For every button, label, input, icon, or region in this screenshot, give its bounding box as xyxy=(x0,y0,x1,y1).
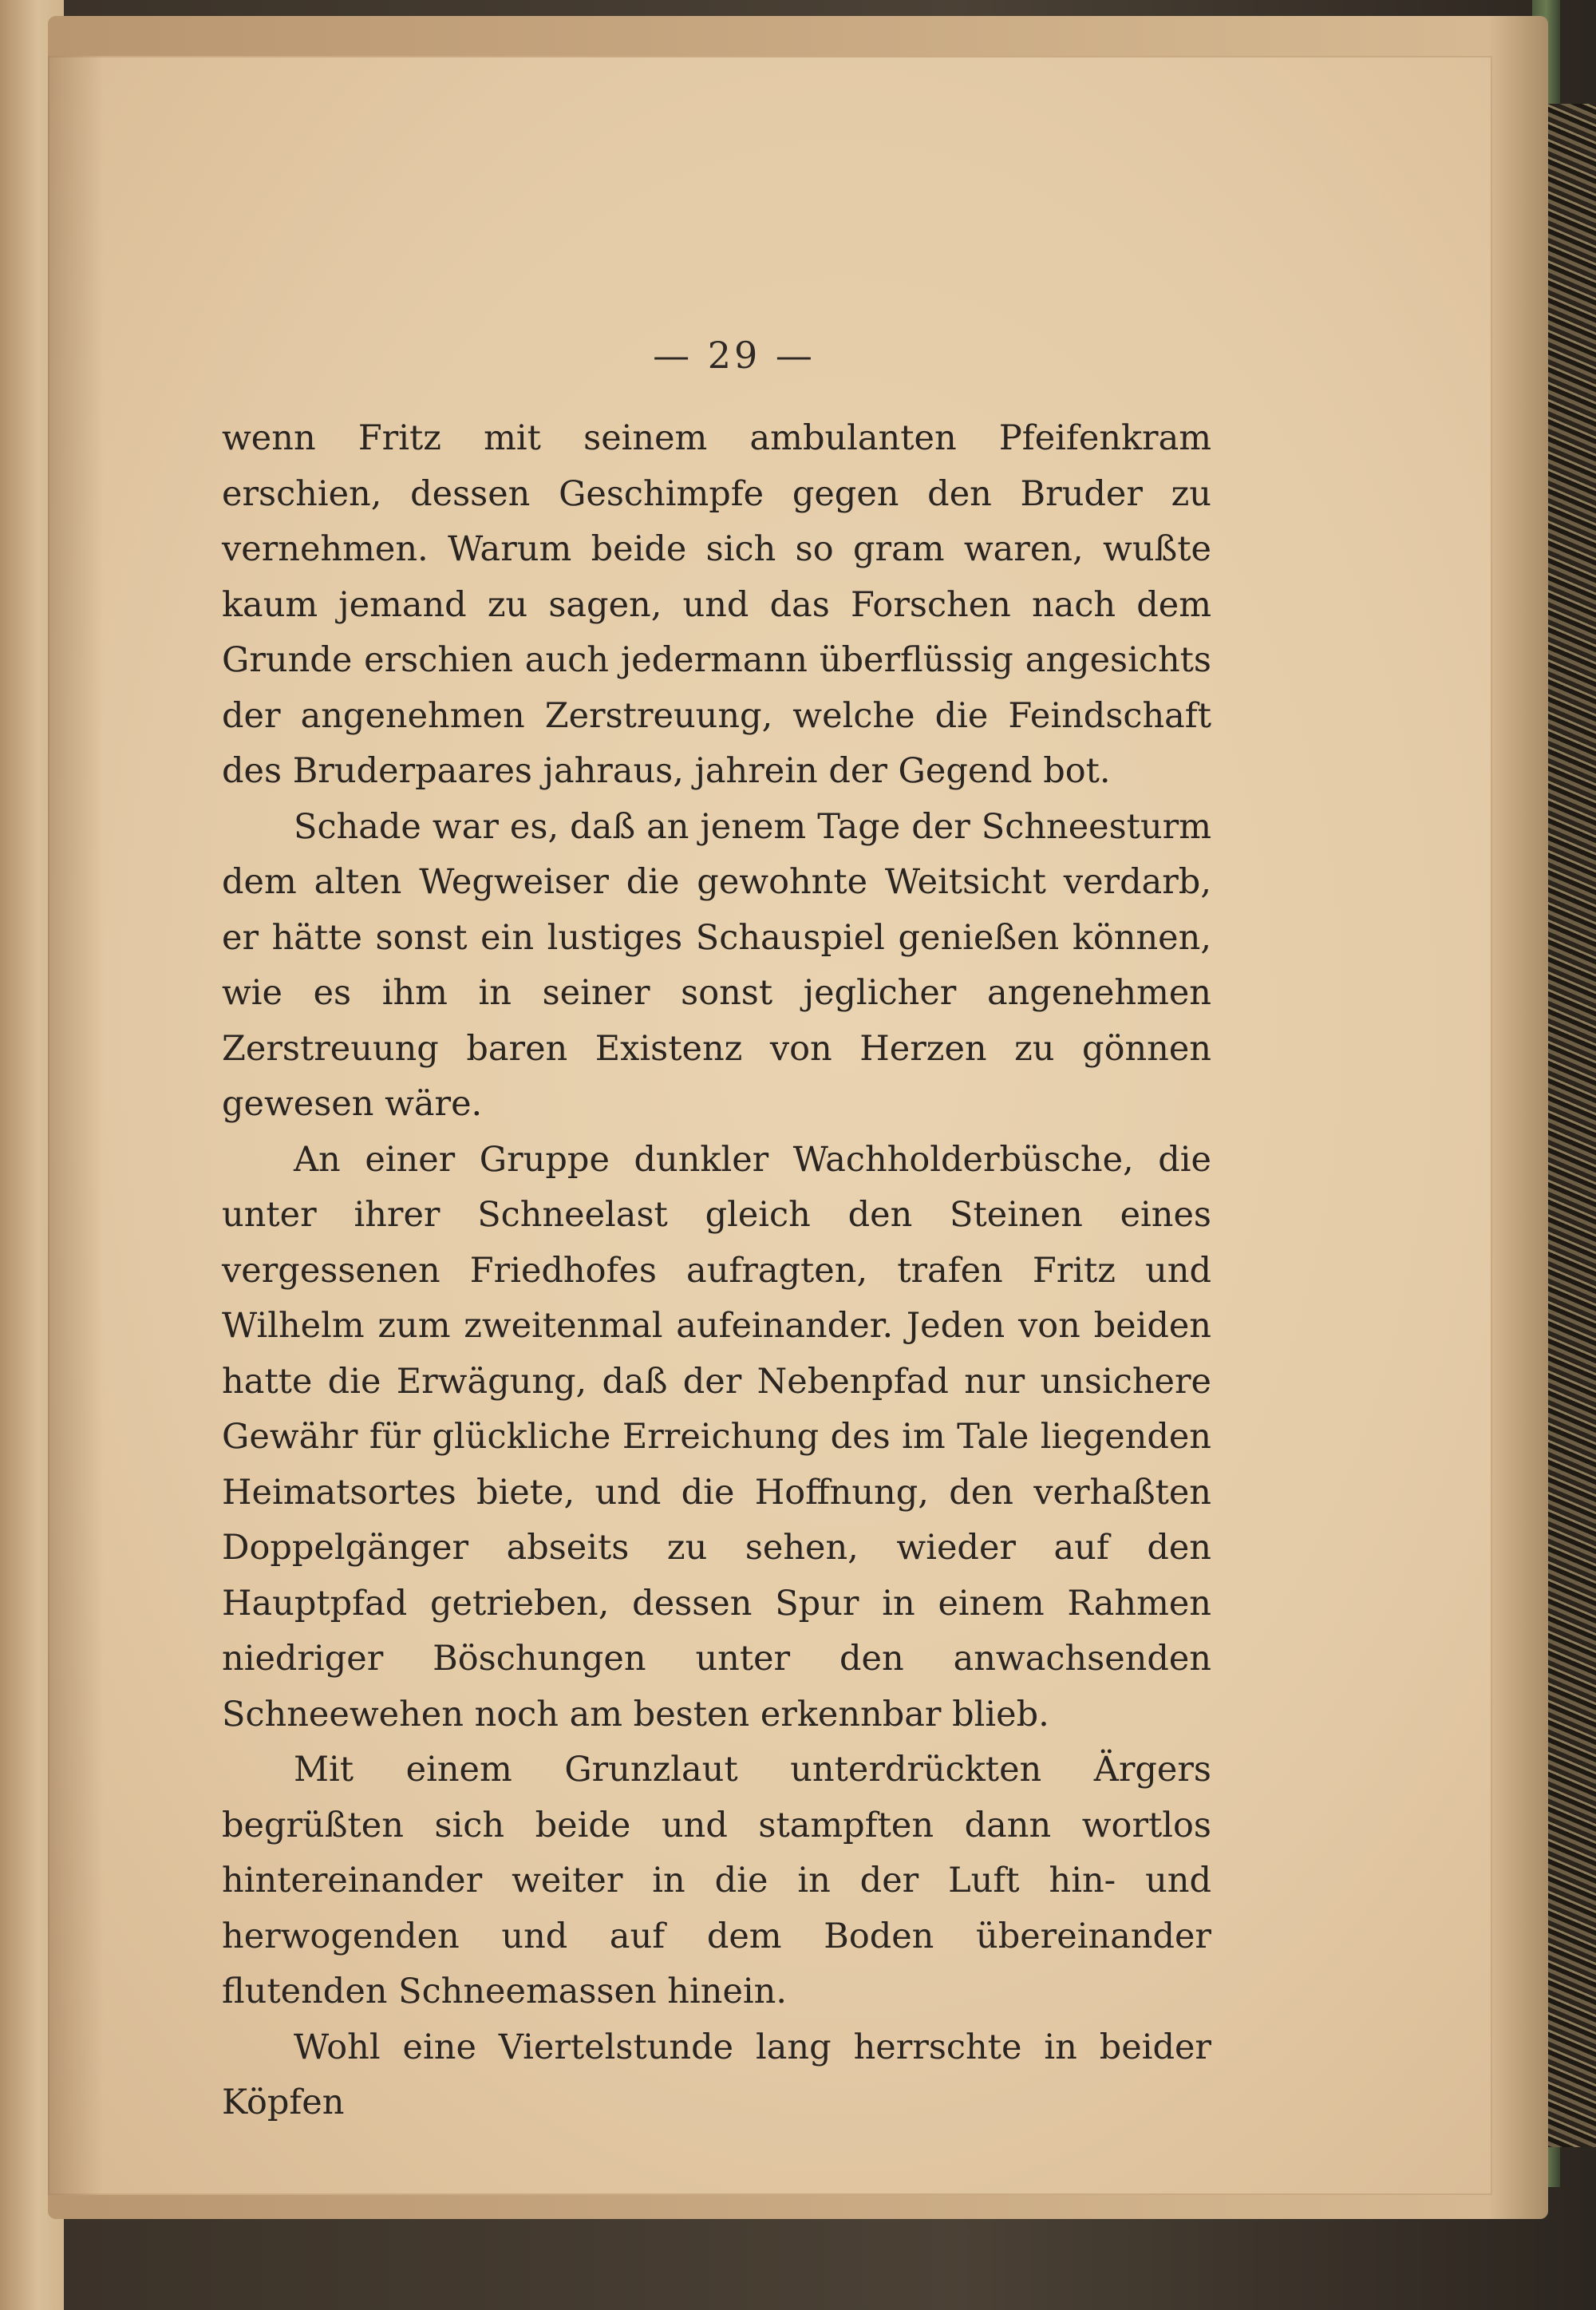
paragraph-1: wenn Fritz mit seinem ambulanten Pfeifenkram erschien, dessen Geschimpfe gegen den Bruder zu vernehmen. Warum beide sich so gram waren, wußte kaum jemand zu sagen, und das Forschen nach dem Grunde erschien auch jedermann überflüssig angesichts der angenehmen Zerstreuung, welche die Feindschaft des Bruderpaares jahraus, jahrein der Gegend bot. xyxy=(222,418,1211,791)
page-text xyxy=(222,411,1211,2131)
marbled-page-edge xyxy=(1540,104,1596,2147)
page-gutter-shadow xyxy=(48,56,104,2195)
paragraph-3: An einer Gruppe dunkler Wachholderbüsche, die unter ihrer Schneelast gleich den Steinen eines vergessenen Friedhofes aufragten, trafen Fritz und Wilhelm zum zweitenmal aufeinander. Jeden von beiden hatte die Erwägung, daß der Nebenpfad nur unsichere Gewähr für glückliche Erreichung des im Tale liegenden Heimatsortes biete, und die Hoffnung, den verhaßten Doppelgänger abseits zu sehen, wieder auf den Hauptpfad getrieben, dessen Spur in einem Rahmen niedriger Böschungen unter den anwachsenden Schneewehen noch am besten erkennbar blieb. xyxy=(222,1139,1211,1734)
paragraph-4: Mit einem Grunzlaut unterdrückten Ärgers begrüßten sich beide und stampften dann wortlos hintereinander weiter in die in der Luft hin- und herwogenden und auf dem Boden übereinander flutenden Schneemassen hinein. xyxy=(222,1750,1211,2011)
page-number: — 29 — xyxy=(653,334,816,377)
paragraph-5: Wohl eine Viertelstunde lang herrschte in beider Köpfen xyxy=(222,2027,1211,2122)
paragraph-2: Schade war es, daß an jenem Tage der Schneesturm dem alten Wegweiser die gewohnte Weitsicht verdarb, er hätte sonst ein lustiges Schauspiel genießen können, wie es ihm in seiner sonst jeglicher angenehmen Zerstreuung baren Existenz von Herzen zu gönnen gewesen wäre. xyxy=(222,806,1211,1124)
